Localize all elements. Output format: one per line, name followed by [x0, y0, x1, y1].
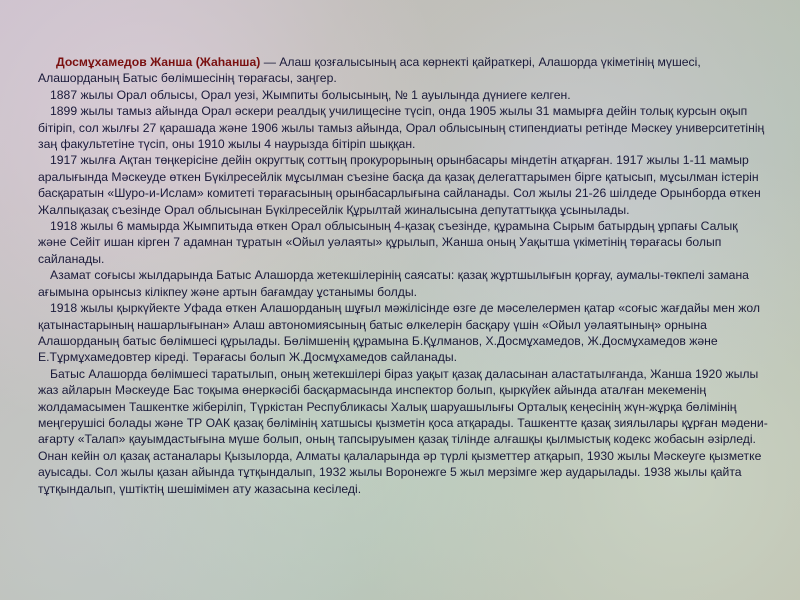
paragraph-later-life: Батыс Алашорда бөлімшесі таратылып, оның жетекшілері біраз уақыт қазақ даласынан аластатылғанда, Жанша 1920 жылы жаз айларын Мәскеуде Бас тоқыма өнеркәсібі басқармасында инспектор болып, қыркүйек айында аталған мекеменің жолдамасымен Ташкентке жіберіліп, Түркістан Республикасы Халық шаруашылығы Орталық кеңесінің жүн-жұрқа бөлімінің меңгерушісі болады және ТР ОАК қазақ бөлімінің хатшысы қызметін қоса атқарады. Ташкентте қазақ зиялылары құрған мәдени-ағарту «Талап» қауымдастығына мүше болып, оның тапсыруымен қазақ тілінде алғашқы қылмыстық кодекс жобасын әзірледі. Онан кейін ол қазақ астаналары Қызылорда, Алматы қалаларында әр түрлі қызметтер атқарып, 1930 жылы Мәскеуге қызметке ауысады. Сол жылы қазан айында тұтқындалып, 1932 жылы Воронежге 5 жыл мерзімге жер аударылады. 1938 жылы қайта тұтқындалып, үштіктің шешімімен ату жазасына кесіледі. — [38, 366, 768, 496]
paragraph-birth: 1887 жылы Орал облысы, Орал уезі, Жымпиты болысының, № 1 ауылында дүниеге келген. — [50, 87, 571, 102]
intro-text: — Алаш қозғалысының аса көрнекті қайраткері, Алашорда үкіметінің мүшесі, Алашорданың Батыс бөлімшесінің төрағасы, заңгер. — [38, 55, 701, 86]
paragraph-1918-ufa: 1918 жылы қыркүйекте Уфада өткен Алашорданың шұғыл мәжілісінде өзге де мәселелермен қатар «соғыс жағдайы мен жол қатынастарының нашарлығынан» Алаш автономиясының батыс өлкелерін басқару үшін «Ойыл уәлаятының» орнына Алашорданың батыс бөлімшесі құрылады. Бөлімшенің құрамына Б.Құлманов, Х.Досмұхамедов, Ж.Досмұхамедов және Е.Тұрмұхамедовтер кіреді. Төрағасы болып Ж.Досмұхамедов сайланады. — [38, 301, 760, 365]
paragraph-1917: 1917 жылға Ақтан төңкерісіне дейін округтық соттың прокурорының орынбасары міндетін атқарған. 1917 жылы 1-11 мамыр аралығында Мәскеуде өткен Бүкілресейлік мұсылман съезіне басқа да қазақ делегаттарымен бірге қатысып, мұсылман істерін басқаратын «Шуро-и-Ислам» комитеті төрағасының орынбасарлығына сайланады. Сол жылы 21-26 шілдеде Орынборда өткен Жалпықазақ съезінде Орал облысынан Бүкілресейлік Құрылтай жиналысына депутаттыққа ұсынылады. — [38, 153, 761, 217]
paragraph-education: 1899 жылы тамыз айында Орал әскери реалдық училищесіне түсіп, онда 1905 жылы 31 мамырға дейін толық курсын оқып бітіріп, сол жылғы 27 қарашада және 1906 жылы тамыз айында, Орал облысының стипендиаты ретінде Мәскеу университетінің заң факультетіне түсіп, оны 1910 жылы 4 наурызда бітіріп шыққан. — [38, 104, 765, 152]
name-heading: Досмұхамедов Жанша (Жаһанша) — [56, 55, 261, 69]
intro-paragraph — [38, 54, 768, 87]
biography-text — [38, 54, 768, 497]
paragraph-civil-war: Азамат соғысы жылдарында Батыс Алашорда жетекшілерінің саясаты: қазақ жұртшылығын қорғау, аумалы-төкпелі замана ағымына орынсыз кілікпеу және артын бағамдау ұстанымы болды. — [38, 268, 749, 299]
paragraph-1918-oiyl: 1918 жылы 6 мамырда Жымпитыда өткен Орал облысының 4-қазақ съезінде, құрамына Сырым батырдың ұрпағы Салық және Сейіт ишан кірген 7 адамнан тұратын «Ойыл уәлаяты» құрылып, Жанша оның Уақытша үкіметінің төрағасы болып сайланады. — [38, 219, 738, 266]
